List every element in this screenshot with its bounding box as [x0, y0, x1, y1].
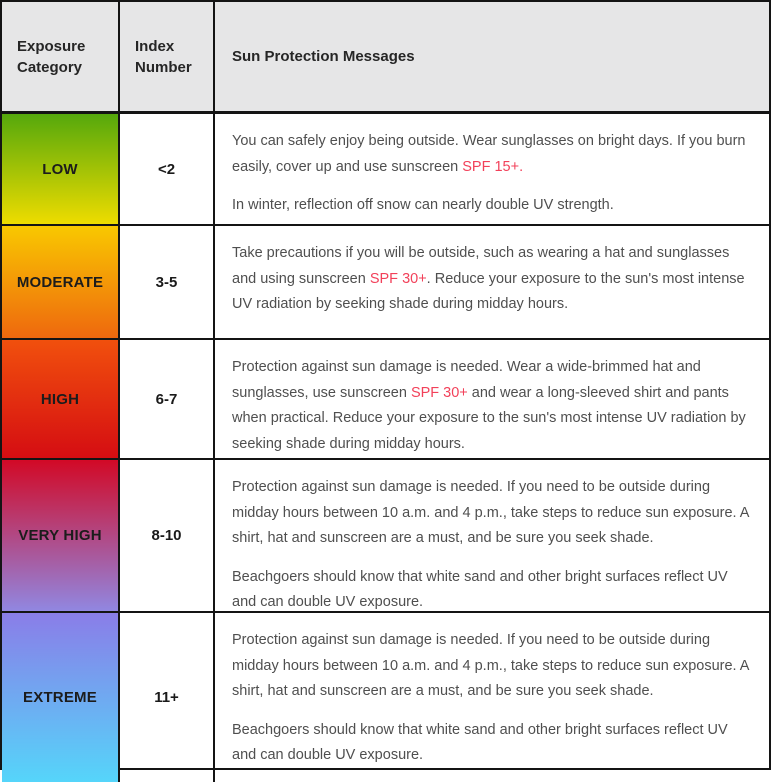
message-cell-very-high	[215, 460, 769, 611]
category-label: VERY HIGH	[18, 527, 102, 544]
category-cell-low	[2, 114, 120, 224]
message-paragraph	[232, 475, 755, 552]
index-value: 3-5	[155, 273, 178, 291]
message-text: Beachgoers should know that white sand and other bright surfaces reflect UV and can double UV exposure.	[232, 721, 728, 763]
message-paragraph	[232, 129, 755, 180]
message-paragraph	[232, 355, 755, 457]
message-text: In winter, reflection off snow can nearly double UV strength.	[232, 197, 614, 213]
message-text: Take precautions if you will be outside, such as wearing a hat and sunglasses and using sunscreen	[232, 245, 730, 287]
index-value: 6-7	[155, 390, 178, 408]
header-cell-exposure-category	[2, 2, 120, 111]
category-label: HIGH	[40, 390, 80, 408]
message-cell-high	[215, 340, 769, 458]
table-row-low	[2, 114, 769, 226]
index-value: 11+	[154, 688, 179, 706]
header-cell-index-number	[120, 2, 215, 111]
index-cell-very-high	[120, 460, 215, 611]
spf-highlight: SPF 15+.	[462, 158, 524, 175]
message-paragraph	[232, 565, 755, 616]
message-cell-low	[215, 114, 769, 224]
category-label: MODERATE	[16, 273, 104, 291]
header-cell-sun-protection-messages	[215, 2, 769, 111]
table-row-very-high	[2, 460, 769, 613]
index-cell-extreme	[120, 613, 215, 782]
message-paragraph	[232, 718, 755, 769]
message-cell-moderate	[215, 226, 769, 338]
message-text: Beachgoers should know that white sand and other bright surfaces reflect UV and can double UV exposure.	[232, 568, 728, 610]
category-label: EXTREME	[23, 688, 97, 706]
message-paragraph	[232, 193, 755, 219]
message-text: . Reduce your exposure to the sun's most intense UV radiation by seeking shade during midday hours.	[232, 270, 745, 312]
category-cell-extreme	[2, 613, 120, 782]
table-row-high	[2, 340, 769, 460]
message-cell-extreme	[215, 613, 769, 782]
table-header-row	[2, 2, 769, 114]
index-value: <2	[157, 160, 176, 178]
message-text: Protection against sun damage is needed. If you need to be outside during midday hours between 10 a.m. and 4 p.m., take steps to reduce sun exposure. A shirt, hat and sunscreen are a must, and be sure you seek shade.	[232, 632, 749, 699]
spf-highlight: SPF 30+	[369, 270, 427, 287]
table-row-moderate	[2, 226, 769, 340]
message-text: and wear a long-sleeved shirt and pants when practical. Reduce your exposure to the sun's most intense UV radiation by seeking shade during midday hours.	[232, 384, 746, 452]
sun-protection-messages-header-label: Sun Protection Messages	[232, 48, 415, 65]
message-paragraph	[232, 628, 755, 705]
message-text: You can safely enjoy being outside. Wear sunglasses on bright days. If you burn easily, cover up and use sunscreen	[232, 133, 746, 175]
index-cell-low	[120, 114, 215, 224]
index-cell-high	[120, 340, 215, 458]
index-value: 8-10	[151, 527, 182, 544]
index-number-header-label: Index Number	[135, 37, 192, 76]
table-row-extreme	[2, 613, 769, 782]
category-label: LOW	[42, 160, 78, 178]
index-cell-moderate	[120, 226, 215, 338]
spf-highlight: SPF 30+	[410, 384, 468, 401]
message-text: Protection against sun damage is needed. Wear a wide-brimmed hat and sunglasses, use sunscreen	[232, 359, 701, 401]
message-paragraph	[232, 241, 755, 318]
category-cell-very-high	[2, 460, 120, 611]
category-cell-high	[2, 340, 120, 458]
message-text: Protection against sun damage is needed. If you need to be outside during midday hours between 10 a.m. and 4 p.m., take steps to reduce sun exposure. A shirt, hat and sunscreen are a must, and be sure you seek shade.	[232, 479, 749, 546]
category-cell-moderate	[2, 226, 120, 338]
exposure-category-header-label: Exposure Category	[17, 37, 86, 76]
